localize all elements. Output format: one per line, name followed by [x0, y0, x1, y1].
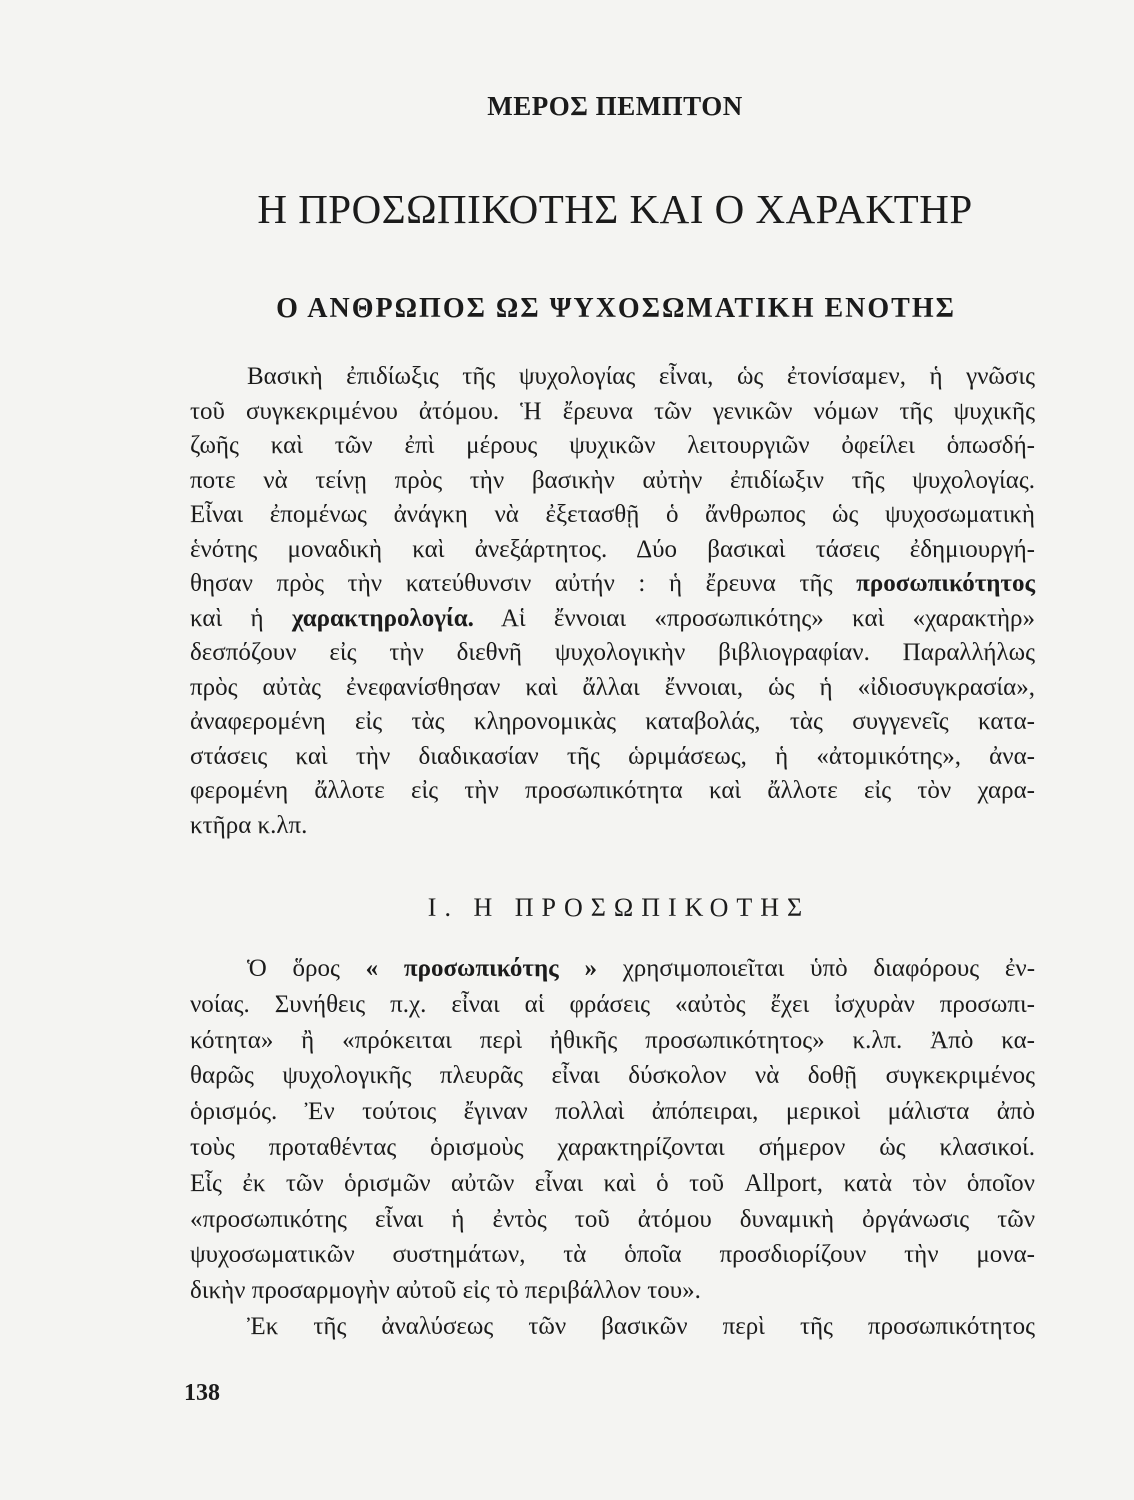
text-line	[190, 951, 1035, 987]
text-line	[190, 498, 1035, 533]
text-run: ὁρισμός. Ἐν τούτοις ἔγιναν πολλαὶ ἀπόπειραι, μερικοὶ μάλιστα ἀπὸ	[190, 1098, 1035, 1126]
text-line	[190, 1166, 1035, 1202]
text-run: τοὺς προταθέντας ὁρισμοὺς χαρακτηρίζονται σήμερον ὡς κλασικοί.	[190, 1133, 1035, 1161]
bold-term: προσωπικότητος	[856, 570, 1035, 597]
text-line	[190, 395, 1035, 430]
text-run: ζωῆς καὶ τῶν ἐπὶ μέρους ψυχικῶν λειτουργιῶν ὀφείλει ὁπωσδή-	[190, 432, 1035, 459]
bold-term: χαρακτηρολογία.	[291, 604, 474, 632]
text-line	[190, 567, 1035, 602]
text-line	[190, 429, 1035, 464]
text-run: Εἶναι ἐπομένως ἀνάγκη νὰ ἐξετασθῇ ὁ ἄνθρωπος ὡς ψυχοσωματικὴ	[190, 501, 1035, 528]
text-run: χρησιμοποιεῖται ὑπὸ διαφόρους ἐν-	[596, 955, 1036, 982]
section-body	[190, 951, 1035, 1345]
text-line	[190, 705, 1035, 740]
section-body	[190, 360, 1035, 843]
text-line	[190, 1023, 1035, 1059]
text-run: φερομένη ἄλλοτε εἰς τὴν προσωπικότητα καὶ ἄλλοτε εἰς τὸν χαρα-	[190, 777, 1035, 804]
text-run: πρὸς αὐτὰς ἐνεφανίσθησαν καὶ ἄλλαι ἔννοιαι, ὡς ἡ «ἰδιοσυγκρασία»,	[190, 673, 1035, 701]
text-line	[190, 1094, 1035, 1130]
text-run: θαρῶς ψυχολογικῆς πλευρᾶς εἶναι δύσκολον νὰ δοθῇ συγκεκριμένος	[190, 1062, 1035, 1090]
text-line	[190, 1237, 1035, 1273]
part-label: ΜΕΡΟΣ ΠΕΜΠΤΟΝ	[487, 91, 743, 121]
text-line	[190, 636, 1035, 671]
text-run: θησαν πρὸς τὴν κατεύθυνσιν αὐτήν : ἡ ἔρευνα τῆς	[190, 570, 857, 597]
text-run: ἑνότης μοναδικὴ καὶ ἀνεξάρτητος. Δύο βασικαὶ τάσεις ἐδημιουργή-	[190, 535, 1035, 563]
text-line	[190, 1130, 1035, 1166]
paragraph	[190, 951, 1035, 1309]
text-run: Αἱ ἔννοιαι «προσωπικότης» καὶ «χαρακτὴρ»	[473, 604, 1035, 632]
text-run: καὶ ἡ	[190, 604, 292, 632]
text-run: ἀναφερομένη εἰς τὰς κληρονομικὰς καταβολάς, τὰς συγγενεῖς κατα-	[190, 708, 1035, 735]
text-line	[190, 1202, 1035, 1238]
text-line	[190, 602, 1035, 637]
text-run: Ὁ ὅρος	[247, 955, 366, 982]
text-line	[190, 671, 1035, 706]
text-line	[190, 1309, 1035, 1345]
bold-term: « προσωπικότης »	[365, 955, 597, 982]
text-run: νοίας. Συνήθεις π.χ. εἶναι αἱ φράσεις «αὐτὸς ἔχει ἰσχυρὰν προσωπι-	[190, 990, 1035, 1018]
section-heading: Ι. Η ΠΡΟΣΩΠΙΚΟΤΗΣ	[427, 893, 811, 922]
text-run: δικὴν προσαρμογὴν αὐτοῦ εἰς τὸ περιβάλλον του».	[190, 1277, 701, 1305]
text-run: τοῦ συγκεκριμένου ἀτόμου. Ἡ ἔρευνα τῶν γενικῶν νόμων τῆς ψυχικῆς	[190, 397, 1035, 425]
section-heading: Ο ΑΝΘΡΩΠΟΣ ΩΣ ΨΥΧΟΣΩΜΑΤΙΚΗ ΕΝΟΤΗΣ	[276, 293, 956, 324]
text-line	[190, 360, 1035, 395]
paragraph	[190, 1309, 1035, 1345]
text-line	[190, 1058, 1035, 1094]
text-line	[190, 774, 1035, 809]
text-run: κτῆρα κ.λπ.	[190, 811, 308, 839]
text-run: «προσωπικότης εἶναι ἡ ἐντὸς τοῦ ἀτόμου δυναμικὴ ὀργάνωσις τῶν	[190, 1205, 1035, 1233]
text-run: στάσεις καὶ τὴν διαδικασίαν τῆς ὡριμάσεως, ἡ «ἀτομικότης», ἀνα-	[190, 742, 1035, 770]
text-run: Ἐκ τῆς ἀναλύσεως τῶν βασικῶν περὶ τῆς προσωπικότητος	[247, 1312, 1035, 1340]
text-run: Εἷς ἐκ τῶν ὁρισμῶν αὐτῶν εἶναι καὶ ὁ τοῦ Allport, κατὰ τὸν ὁποῖον	[190, 1169, 1035, 1197]
page-number: 138	[184, 1380, 220, 1406]
text-run: ποτε νὰ τείνῃ πρὸς τὴν βασικὴν αὐτὴν ἐπιδίωξιν τῆς ψυχολογίας.	[190, 466, 1035, 494]
text-run: δεσπόζουν εἰς τὴν διεθνῆ ψυχολογικὴν βιβλιογραφίαν. Παραλλήλως	[190, 639, 1035, 666]
text-line	[190, 809, 1035, 844]
text-run: Βασικὴ ἐπιδίωξις τῆς ψυχολογίας εἶναι, ὡς ἐτονίσαμεν, ἡ γνῶσις	[247, 363, 1035, 390]
text-run: κότητα» ἢ «πρόκειται περὶ ἠθικῆς προσωπικότητος» κ.λπ. Ἀπὸ κα-	[190, 1026, 1035, 1054]
text-line	[190, 740, 1035, 775]
paragraph	[190, 360, 1035, 843]
text-run: ψυχοσωματικῶν συστημάτων, τὰ ὁποῖα προσδιορίζουν τὴν μονα-	[190, 1241, 1035, 1269]
text-line	[190, 987, 1035, 1023]
text-line	[190, 464, 1035, 499]
text-line	[190, 1273, 1035, 1309]
text-line	[190, 533, 1035, 568]
chapter-title: Η ΠΡΟΣΩΠΙΚΟΤΗΣ ΚΑΙ Ο ΧΑΡΑΚΤΗΡ	[257, 186, 973, 232]
